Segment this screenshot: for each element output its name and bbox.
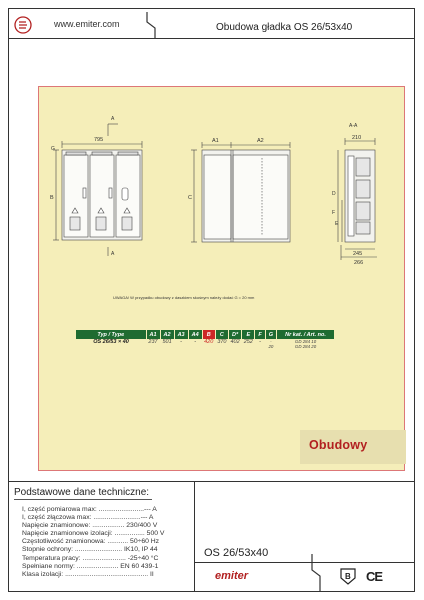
cell-d: 402 [230,339,240,345]
cell-a2: 501 [162,339,172,345]
dim-front-g: G [51,146,55,152]
tech-line: Stopnie ochrony: ......................... IK10, IP 44 [22,546,158,554]
model-name: OS 26/53x40 [204,547,269,559]
cell-a3: - [180,339,182,345]
dim-depth-aa: A-A [349,123,358,129]
tech-line: Spełniane normy: ...................... EN 60 439-1 [22,562,159,570]
footer-zigzag-icon [309,554,323,592]
dim-section-a-bottom: A [111,251,115,257]
ce-mark-icon: CE [366,569,383,584]
th-e: E [242,330,255,339]
th-c: C [215,330,228,339]
tech-line: Napięcie znamionowe: ................. 230/400 V [22,522,158,530]
footer-model-line [194,562,415,563]
tech-line: I, część złączowa max: .........................--- A [22,514,154,522]
front-view [53,124,142,256]
page-title: Obudowa gładka OS 26/53x40 [216,22,353,33]
th-a3: A3 [174,330,188,339]
footer-divider [194,481,195,592]
cell-a4: - [194,339,197,345]
website-url[interactable]: www.emiter.com [54,19,120,29]
dim-side-c: C [188,195,192,201]
dim-depth-f: F [332,210,336,216]
th-g: G [265,330,276,339]
tech-specs [14,487,164,587]
b-certificate-icon [340,567,356,585]
cell-f: - [259,339,261,345]
emiter-logo-text: emiter [215,570,249,582]
tech-title-text: Podstawowe dane techniczne: [14,487,150,498]
dim-side-a1: A1 [212,138,219,144]
depth-view [338,138,377,260]
th-d: D* [229,330,242,339]
th-art: Nr kat. / Art. no. [277,330,335,339]
cell-e: 252 [243,339,253,345]
cell-b: 420 [204,339,214,345]
dim-depth-e: E [335,221,339,227]
tech-line: Częstotliwość znamionowa: ........... 50÷60 Hz [22,538,160,546]
dim-depth-245: 245 [353,251,363,257]
dim-front-height: B [50,195,54,201]
dim-front-width: 795 [94,137,104,143]
specification-table [76,330,335,349]
dim-depth-266: 266 [354,260,364,266]
cell-c: 370 [217,339,227,345]
dim-depth-210: 210 [352,135,362,141]
tech-line: I, część pomiarowa max: ........................--- A [22,506,157,513]
tech-line: Napięcie znamionowe izolacji: ................ 500 V [22,530,165,538]
dim-section-a-top: A [111,116,115,122]
th-b: B [202,330,215,339]
th-a1: A1 [146,330,160,339]
table-header-row [76,330,335,339]
dim-depth-d: D [332,191,336,197]
tech-title [14,487,164,498]
tech-title-underline [14,499,152,500]
side-view [191,142,290,242]
dim-side-a2: A2 [257,138,264,144]
th-a2: A2 [160,330,174,339]
tech-line: Klasa izolacji: ............................................ II [22,570,154,578]
th-f: F [255,330,265,339]
brand-word: Obudowy [309,438,368,452]
table-row [76,339,335,349]
tech-list [22,506,176,579]
uwaga-note: UWAGA! W przypadku obudowy z daszkiem skośnym należy dodać G = 20 mm [113,295,255,300]
tech-line: Temperatura pracy: ....................... -25÷40 °C [22,554,159,562]
cell-type: OS 26/53 × 40 [93,339,129,345]
th-a4: A4 [188,330,202,339]
cell-art: GD 284 10 GD 284 20 [294,339,317,349]
cell-a1: 237 [148,339,158,345]
th-type: Typ / Type [76,330,146,339]
footer-top-line [8,481,415,482]
svg-text:B: B [345,572,351,581]
cell-g: - 20 [268,339,274,349]
